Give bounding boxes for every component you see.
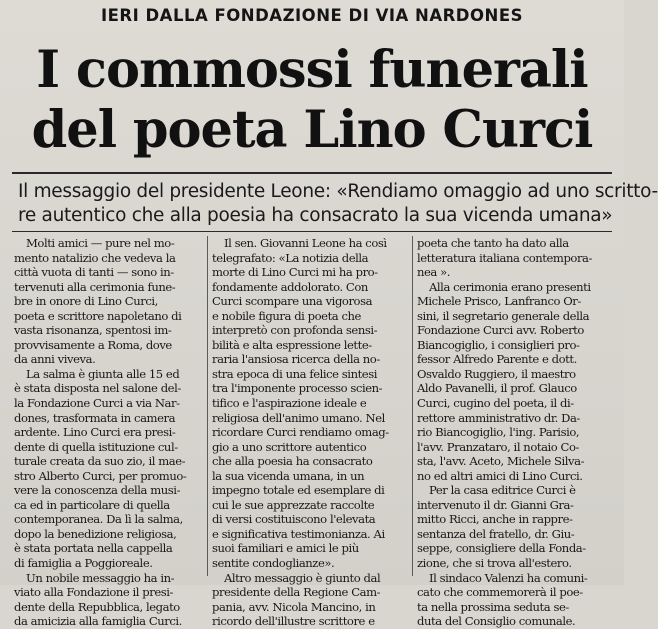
article-text-line: cato che commemorerà il poe-	[417, 585, 583, 600]
article-text-line: Fondazione Curci avv. Roberto	[417, 323, 584, 338]
article-text-line: letteratura italiana contempora-	[417, 250, 592, 265]
column-divider	[412, 236, 413, 576]
article-text-line: tifico e l'aspirazione ideale e	[212, 396, 367, 411]
article-text-line: stra epoca di una felice sintesi	[212, 366, 377, 381]
article-text-line: cui le sue apprezzate raccolte	[212, 497, 375, 512]
article-text-line: stro Alberto Curci, per promuo-	[14, 468, 187, 483]
article-text-line: ricordare Curci rendiamo omag-	[212, 425, 389, 440]
article-text-line: mento natalizio che vedeva la	[14, 250, 176, 265]
article-text-line: Il sen. Giovanni Leone ha così	[224, 236, 387, 250]
article-text-line: dente della Repubblica, legato	[14, 599, 180, 614]
subheadline-line-1: Il messaggio del presidente Leone: «Rendiamo omaggio ad uno scritto-	[18, 181, 658, 202]
article-text-line: rettore amministrativo dr. Da-	[417, 410, 580, 425]
kicker: IERI DALLA FONDAZIONE DI VIA NARDONES	[100, 6, 523, 25]
article-text-line: e nobile figura di poeta che	[212, 308, 361, 323]
article-text-line: fondamente addolorato. Con	[212, 279, 368, 294]
article-text-line: presidente della Regione Cam-	[212, 585, 381, 600]
article-text-line: zione, che si trova all'estero.	[417, 556, 572, 571]
headline-line-1: I commossi funerali	[36, 40, 588, 100]
article-text-line: l'avv. Pranzataro, il notaio Co-	[417, 439, 579, 454]
article-text-line: pania, avv. Nicola Mancino, in	[212, 599, 376, 614]
article-text-line: tra l'imponente processo scien-	[212, 381, 383, 396]
article-text-line: Alla cerimonia erano presenti	[429, 279, 591, 294]
article-text-line: Curci scompare una vigorosa	[212, 294, 373, 309]
article-text-line: Molti amici — pure nel mo-	[26, 236, 175, 250]
article-text-line: turale creata da suo zio, il mae-	[14, 454, 186, 469]
article-text-line: provvisamente a Roma, dove	[14, 337, 172, 352]
article-text-line: poeta e scrittore napoletano di	[14, 308, 182, 323]
article-text-line: no ed altri amici di Lino Curci.	[417, 468, 583, 483]
article-text-line: fessor Alfredo Parente e dott.	[417, 352, 577, 367]
article-text-line: impegno totale ed esemplare di	[212, 483, 385, 498]
article-text-line: La salma è giunta alle 15 ed	[26, 366, 180, 381]
article-text-line: da amicizia alla famiglia Curci.	[14, 614, 182, 629]
article-text-line: da anni viveva.	[14, 352, 96, 367]
article-text-line: ta nella prossima seduta se-	[417, 599, 569, 614]
subheadline-rule	[12, 231, 612, 232]
article-text-line: morte di Lino Curci mi ha pro-	[212, 265, 378, 280]
article-text-line: duta del Consiglio comunale.	[417, 614, 576, 629]
subheadline	[18, 180, 658, 228]
article-text-line: Un nobile messaggio ha in-	[26, 570, 175, 585]
article-text-line: interpretò con profonda sensi-	[212, 323, 378, 338]
article-text-line: Il sindaco Valenzi ha comuni-	[429, 570, 588, 585]
headline	[0, 40, 624, 160]
article-text-line: tervenuti alla cerimonia fune-	[14, 279, 176, 294]
article-text-line: è stata disposta nel salone del-	[14, 381, 181, 396]
subheadline-line-2: re autentico che alla poesia ha consacrato la sua vicenda umana»	[18, 205, 613, 226]
headline-line-2: del poeta Lino Curci	[31, 100, 593, 160]
article-column-1	[14, 236, 204, 629]
article-column-3	[417, 236, 617, 629]
article-text-line: religiosa dell'animo umano. Nel	[212, 410, 385, 425]
article-text-line: suoi familiari e amici le più	[212, 541, 359, 556]
article-text-line: è stata portata nella cappella	[14, 541, 173, 556]
article-text-line: sentanza del fratello, dr. Giu-	[417, 526, 575, 541]
article-text-line: seppe, consigliere della Fonda-	[417, 541, 586, 556]
article-text-line: Altro messaggio è giunto dal	[224, 570, 381, 585]
article-text-line: gio a uno scrittore autentico	[212, 439, 367, 454]
article-text-line: Biancogiglio, i consiglieri pro-	[417, 337, 580, 352]
article-text-line: Per la casa editrice Curci è	[429, 483, 576, 498]
article-text-line: che alla poesia ha consacrato	[212, 454, 373, 469]
article-text-line: intervenuto il dr. Gianni Gra-	[417, 497, 574, 512]
article-text-line: di versi costituiscono l'elevata	[212, 512, 376, 527]
article-text-line: telegrafato: «La notizia della	[212, 250, 369, 265]
article-text-line: Aldo Pavanelli, il prof. Glauco	[417, 381, 577, 396]
article-text-line: dopo la benedizione religiosa,	[14, 526, 177, 541]
headline-rule	[12, 172, 612, 174]
article-text-line: Michele Prisco, Lanfranco Or-	[417, 294, 581, 309]
article-text-line: rio Biancogiglio, l'ing. Parisio,	[417, 425, 580, 440]
article-text-line: sta, l'avv. Aceto, Michele Silva-	[417, 454, 585, 469]
article-text-line: di famiglia a Poggioreale.	[14, 556, 153, 571]
article-text-line: bilità e alta espressione lette-	[212, 337, 372, 352]
article-text-line: ardente. Lino Curci era presi-	[14, 425, 176, 440]
article-text-line: ca ed in particolare di quella	[14, 497, 170, 512]
column-divider	[207, 236, 208, 576]
article-text-line: poeta che tanto ha dato alla	[417, 236, 569, 250]
article-text-line: Osvaldo Ruggiero, il maestro	[417, 366, 576, 381]
article-text-line: e significativa testimonianza. Ai	[212, 526, 385, 541]
article-text-line: vasta risonanza, spentosi im-	[14, 323, 172, 338]
article-text-line: sini, il segretario generale della	[417, 308, 590, 323]
article-text-line: la sua vicenda umana, in un	[212, 468, 365, 483]
article-text-line: raria l'ansiosa ricerca della no-	[212, 352, 380, 367]
article-text-line: ricordo dell'illustre scrittore e	[212, 614, 375, 629]
article-text-line: dente di quella istituzione cul-	[14, 439, 178, 454]
article-text-line: bre in onore di Lino Curci,	[14, 294, 158, 309]
article-text-line: vere la conoscenza della musi-	[14, 483, 181, 498]
article-text-line: viato alla Fondazione il presi-	[14, 585, 173, 600]
article-text-line: la Fondazione Curci a via Nar-	[14, 396, 180, 411]
article-text-line: città vuota di tanti — sono in-	[14, 265, 174, 280]
article-column-2	[212, 236, 409, 629]
article-text-line: nea ».	[417, 265, 451, 280]
article-text-line: dones, trasformata in camera	[14, 410, 176, 425]
article-text-line: Curci, cugino del poeta, il di-	[417, 396, 574, 411]
article-text-line: mitto Ricci, anche in rappre-	[417, 512, 573, 527]
article-text-line: sentite condoglianze».	[212, 556, 335, 571]
article-text-line: contemporanea. Da lì la salma,	[14, 512, 183, 527]
